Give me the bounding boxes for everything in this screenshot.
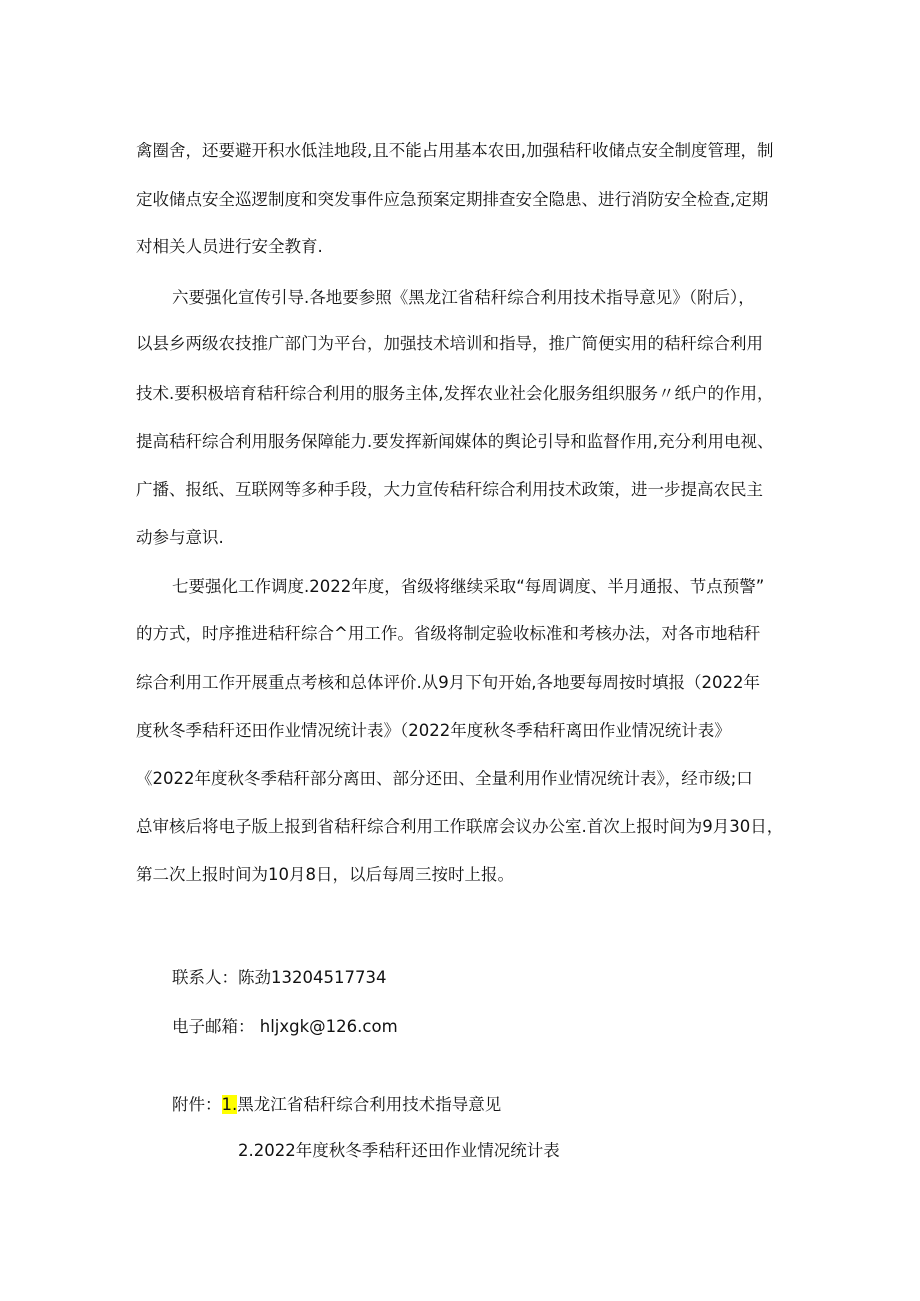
paragraph-line: 对相关人员进行安全教育.	[136, 237, 323, 256]
attachments-label: 附件：	[172, 1095, 222, 1114]
section7-line: 度秋冬季秸秆还田作业情况统计表》（2022年度秋冬季秸秆离田作业情况统计表》	[136, 721, 731, 740]
section6-line: 广播、报纸、互联网等多种手段，大力宣传秸秆综合利用技术政策，进一步提高农民主	[136, 480, 763, 499]
email-address: hljxgk@126.com	[259, 1017, 398, 1036]
section6-line: 动参与意识.	[136, 528, 224, 547]
section7-line: 的方式，时序推进秸秆综合^用工作。省级将制定验收标准和考核办法，对各市地秸秆	[136, 624, 761, 643]
section7-first-line: 七要强化工作调度.2022年度，省级将继续采取“每周调度、半月通报、节点预警”	[172, 577, 765, 596]
attachment-title: 黑龙江省秸秆综合利用技术指导意见	[237, 1095, 502, 1114]
paragraph-line: 禽圈舍，还要避开积水低洼地段,且不能占用基本农田,加强秸秆收储点安全制度管理，制	[136, 141, 774, 160]
section6-first-line: 六要强化宣传引导.各地要参照《黑龙江省秸秆综合利用技术指导意见》（附后），	[172, 288, 755, 307]
section7-line: 综合利用工作开展重点考核和总体评价.从9月下旬开始,各地要每周按时填报（2022年	[136, 673, 760, 692]
email-label: 电子邮箱：	[172, 1017, 255, 1036]
section6-line: 技术.要积极培育秸秆综合利用的服务主体,发挥农业社会化服务组织服务〃纸户的作用，	[136, 384, 774, 403]
attachment-number-highlight: 1.	[221, 1095, 238, 1114]
section6-line: 提高秸秆综合利用服务保障能力.要发挥新闻媒体的舆论引导和监督作用,充分利用电视、	[136, 432, 774, 451]
contact-person: 联系人：陈劲13204517734	[172, 968, 387, 987]
contact-email	[172, 1016, 672, 1038]
paragraph-line: 定收储点安全巡逻制度和突发事件应急预案定期排查安全隐患、进行消防安全检查,定期	[136, 190, 769, 209]
section6-line: 以县乡两级农技推广部门为平台，加强技术培训和指导，推广简便实用的秸秆综合利用	[136, 334, 763, 353]
section7-line: 第二次上报时间为10月8日，以后每周三按时上报。	[136, 865, 514, 884]
section7-line: 总审核后将电子版上报到省秸秆综合利用工作联席会议办公室.首次上报时间为9月30日，	[136, 817, 784, 836]
section7-line: 《2022年度秋冬季秸秆部分离田、部分还田、全量利用作业情况统计表》，经市级;口	[136, 769, 753, 788]
attachment-item-2: 2.2022年度秋冬季秸秆还田作业情况统计表	[238, 1141, 560, 1160]
attachment-item-1	[172, 1094, 672, 1116]
